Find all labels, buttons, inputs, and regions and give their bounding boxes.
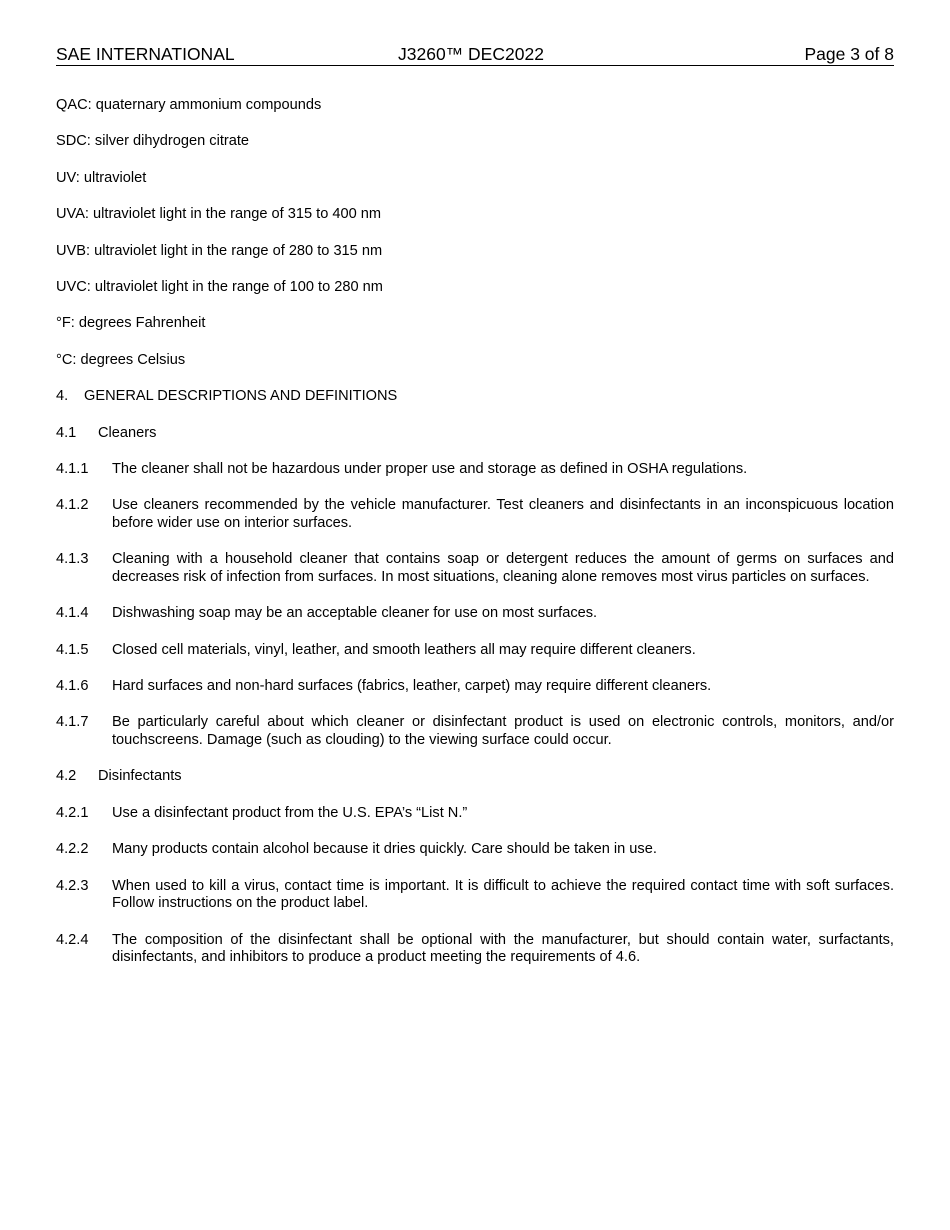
- clause-number: 4.2.2: [56, 841, 89, 858]
- clause-4-1-4: [56, 605, 894, 623]
- clause-number: 4.2.4: [56, 931, 89, 948]
- clause-number: 4.1.4: [56, 605, 89, 622]
- clause-4-2-4: [56, 932, 894, 967]
- section-title: Cleaners: [98, 424, 157, 441]
- section-number: 4.1: [56, 424, 77, 441]
- clause-number: 4.2.3: [56, 877, 89, 894]
- section-heading-4-2: [56, 768, 894, 786]
- clause-number: 4.1.1: [56, 460, 89, 477]
- document-body: [56, 97, 894, 986]
- page-header: [56, 43, 894, 66]
- clause-4-2-3: [56, 878, 894, 913]
- header-page-number: Page 3 of 8: [804, 44, 894, 64]
- clause-text: The cleaner shall not be hazardous under proper use and storage as defined in OSHA regulations.: [112, 460, 748, 477]
- abbreviations-list: [56, 97, 894, 369]
- clause-text: Use cleaners recommended by the vehicle manufacturer. Test cleaners and disinfectants in an inconspicuous location before wider use on interior surfaces.: [112, 497, 894, 531]
- clause-number: 4.1.3: [56, 551, 89, 568]
- clause-4-1-5: [56, 642, 894, 660]
- clause-number: 4.1.2: [56, 497, 89, 514]
- clause-4-1-2: [56, 497, 894, 532]
- abbreviation-item: °F: degrees Fahrenheit: [56, 315, 206, 332]
- abbreviation-item: SDC: silver dihydrogen citrate: [56, 133, 250, 150]
- section-number: 4.2: [56, 768, 77, 785]
- clause-4-1-3: [56, 551, 894, 586]
- clause-4-2-1: [56, 805, 894, 823]
- clause-4-1-1: [56, 461, 894, 479]
- header-organization: SAE INTERNATIONAL: [56, 44, 235, 64]
- abbreviation-item: UVA: ultraviolet light in the range of 315 to 400 nm: [56, 206, 382, 223]
- abbreviation-item: UVB: ultraviolet light in the range of 280 to 315 nm: [56, 242, 383, 259]
- abbreviation-item: °C: degrees Celsius: [56, 351, 186, 368]
- clause-4-1-7: [56, 714, 894, 749]
- clause-number: 4.2.1: [56, 804, 89, 821]
- abbreviation-item: UV: ultraviolet: [56, 169, 147, 186]
- section-title: GENERAL DESCRIPTIONS AND DEFINITIONS: [84, 388, 398, 405]
- section-number: 4.: [56, 388, 69, 405]
- clause-text: Hard surfaces and non-hard surfaces (fabrics, leather, carpet) may require different cleaners.: [112, 678, 712, 695]
- section-title: Disinfectants: [98, 768, 182, 785]
- clause-text: Be particularly careful about which cleaner or disinfectant product is used on electronic controls, monitors, and/or touchscreens. Damage (such as clouding) to the viewing surface could occur.: [112, 714, 894, 749]
- clause-text: Use a disinfectant product from the U.S. EPA’s “List N.”: [112, 804, 468, 821]
- header-document-id: J3260™ DEC2022: [398, 44, 544, 64]
- section-heading-4-1: [56, 425, 894, 443]
- clause-4-2-2: [56, 841, 894, 859]
- clause-text: When used to kill a virus, contact time is important. It is difficult to achieve the required contact time with soft surfaces. Follow instructions on the product label.: [112, 877, 894, 912]
- abbreviation-item: QAC: quaternary ammonium compounds: [56, 97, 322, 113]
- clause-text: Closed cell materials, vinyl, leather, and smooth leathers all may require different cleaners.: [112, 641, 696, 658]
- clause-number: 4.1.5: [56, 641, 89, 658]
- clause-4-1-6: [56, 678, 894, 696]
- clause-text: The composition of the disinfectant shall be optional with the manufacturer, but should contain water, surfactants, disinfectants, and inhibitors to produce a product meeting the requirements of 4.6.: [112, 931, 894, 966]
- clause-text: Cleaning with a household cleaner that contains soap or detergent reduces the amount of germs on surfaces and decreases risk of infection from surfaces. In most situations, cleaning alone removes most virus particles on surfaces.: [112, 551, 894, 585]
- clause-text: Many products contain alcohol because it dries quickly. Care should be taken in use.: [112, 841, 657, 858]
- section-heading-4: [56, 388, 894, 406]
- clause-number: 4.1.6: [56, 678, 89, 695]
- clause-text: Dishwashing soap may be an acceptable cleaner for use on most surfaces.: [112, 605, 598, 622]
- clause-number: 4.1.7: [56, 714, 89, 731]
- abbreviation-item: UVC: ultraviolet light in the range of 100 to 280 nm: [56, 278, 383, 295]
